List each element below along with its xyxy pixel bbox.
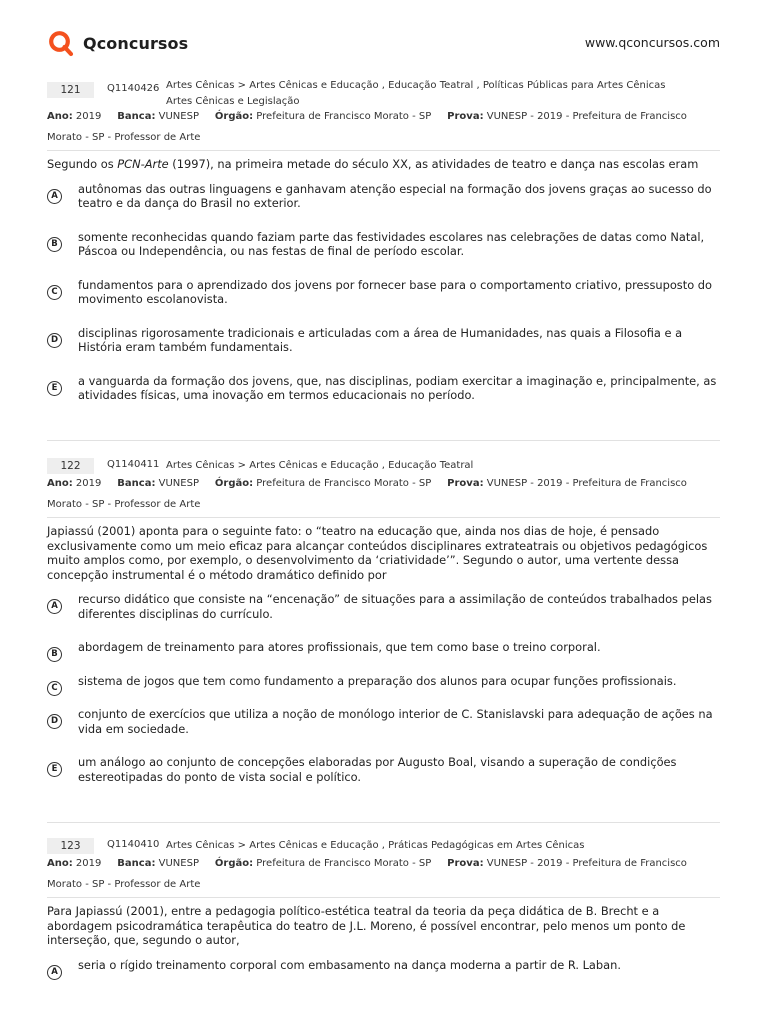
alternative-c[interactable] [47, 673, 720, 693]
alternative-text: a vanguarda da formação dos jovens, que, nas disciplinas, podiam exercitar a imaginação e, principalmente, as atividades físicas, uma inovação em termos educacionais no período. [78, 373, 717, 402]
option-circle-icon[interactable]: A [47, 599, 62, 614]
alternative-a[interactable] [47, 182, 720, 211]
alternative-text: conjunto de exercícios que utiliza a noção de monólogo interior de C. Stanislavski para adequação de ações na vida em sociedade. [78, 707, 713, 736]
page-header [0, 0, 768, 80]
question-subject-path [166, 838, 720, 854]
meta-ano: 2019 [75, 478, 102, 489]
meta-label-orgao: Órgão: [214, 858, 254, 869]
alternative-text: abordagem de treinamento para atores profissionais, que tem como base o treino corporal. [78, 640, 601, 654]
question-divider [47, 822, 720, 823]
alternative-text: recurso didático que consiste na “encenação” de situações para a assimilação de conteúdos trabalhados pelas diferentes disciplinas do currículo. [78, 592, 712, 621]
subject-path-line: Artes Cênicas > Artes Cênicas e Educação , Educação Teatral , Políticas Públicas para Artes Cênicas [166, 80, 666, 91]
question-122 [47, 456, 720, 784]
option-circle-icon[interactable]: A [47, 965, 62, 980]
option-circle-icon[interactable]: E [47, 381, 62, 396]
meta-label-prova: Prova: [447, 478, 484, 489]
question-number: 123 [47, 838, 94, 854]
alternative-e[interactable] [47, 755, 720, 784]
brand-name: Qconcursos [83, 33, 189, 53]
alternative-text: um análogo ao conjunto de concepções elaboradas por Augusto Boal, visando a superação de condições estereotipadas do ponto de vista social e político. [78, 755, 677, 784]
qconcursos-logo-icon [47, 29, 75, 57]
stem-text: (1997), na primeira metade do século XX, as atividades de teatro e dança nas escolas eram [168, 157, 699, 171]
alternative-text: somente reconhecidas quando faziam parte das festividades escolares nas celebrações de datas como Natal, Páscoa ou Independência, ou nas festas de final de período escolar. [78, 229, 705, 258]
stem-emphasis: PCN-Arte [117, 157, 169, 171]
meta-label-prova: Prova: [447, 111, 484, 122]
meta-orgao: Prefeitura de Francisco Morato - SP [256, 858, 432, 869]
question-123 [47, 836, 720, 977]
option-circle-icon[interactable]: D [47, 333, 62, 348]
subject-path-line: Artes Cênicas > Artes Cênicas e Educação , Práticas Pedagógicas em Artes Cênicas [166, 840, 585, 851]
meta-label-orgao: Órgão: [214, 478, 254, 489]
question-divider [47, 440, 720, 441]
meta-label-ano: Ano: [47, 111, 73, 122]
question-stem [47, 157, 720, 172]
alternative-a[interactable] [47, 592, 720, 621]
option-circle-icon[interactable]: C [47, 681, 62, 696]
question-subject-path [166, 458, 720, 474]
meta-label-orgao: Órgão: [214, 111, 254, 122]
meta-prova: VUNESP - 2019 - Prefeitura de Francisco Morato - SP - Professor de Arte [47, 478, 687, 510]
meta-label-banca: Banca: [117, 858, 156, 869]
alternative-text: fundamentos para o aprendizado dos jovens por fornecer base para o comportamento criativo, pressuposto do movimento escolanovista. [78, 277, 712, 306]
meta-label-banca: Banca: [117, 111, 156, 122]
alternative-d[interactable] [47, 326, 720, 355]
option-circle-icon[interactable]: C [47, 285, 62, 300]
alternative-text: disciplinas rigorosamente tradicionais e articuladas com a área de Humanidades, nas quais a Filosofia e a História eram também fundamentais. [78, 325, 683, 354]
meta-label-prova: Prova: [447, 858, 484, 869]
meta-orgao: Prefeitura de Francisco Morato - SP [256, 111, 432, 122]
alternative-e[interactable] [47, 374, 720, 403]
meta-label-banca: Banca: [117, 478, 156, 489]
site-url[interactable]: www.qconcursos.com [584, 35, 720, 50]
meta-banca: VUNESP [158, 478, 199, 489]
subject-path-line: Artes Cênicas > Artes Cênicas e Educação , Educação Teatral [166, 460, 474, 471]
meta-prova: VUNESP - 2019 - Prefeitura de Francisco Morato - SP - Professor de Arte [47, 858, 687, 890]
option-circle-icon[interactable]: E [47, 762, 62, 777]
question-id[interactable]: Q1140426 [107, 83, 160, 94]
question-stem: Para Japiassú (2001), entre a pedagogia político-estética teatral da teoria da peça didática de B. Brecht e a abordagem psicodramática terapêutica do teatro de J.L. Moreno, é possível encontrar, pelo menos um ponto de interseção, que, segundo o autor, [47, 904, 686, 947]
question-number: 121 [47, 82, 94, 98]
alternative-text: autônomas das outras linguagens e ganhavam atenção especial na formação dos jovens graças ao sucesso do teatro e da dança do Brasil no exterior. [78, 181, 712, 210]
meta-label-ano: Ano: [47, 478, 73, 489]
meta-ano: 2019 [75, 858, 102, 869]
alternative-b[interactable] [47, 640, 720, 659]
brand-logo[interactable] [47, 29, 188, 57]
question-id[interactable]: Q1140410 [107, 839, 160, 850]
meta-banca: VUNESP [158, 858, 199, 869]
alternative-d[interactable] [47, 707, 720, 736]
option-circle-icon[interactable]: D [47, 714, 62, 729]
question-subject-path [166, 78, 720, 109]
meta-orgao: Prefeitura de Francisco Morato - SP [256, 478, 432, 489]
question-number: 122 [47, 458, 94, 474]
alternative-c[interactable] [47, 278, 720, 307]
option-circle-icon[interactable]: A [47, 189, 62, 204]
alternative-text: sistema de jogos que tem como fundamento a preparação dos alunos para ocupar funções profissionais. [78, 673, 677, 688]
meta-banca: VUNESP [158, 111, 199, 122]
meta-ano: 2019 [75, 111, 102, 122]
meta-label-ano: Ano: [47, 858, 73, 869]
question-id[interactable]: Q1140411 [107, 459, 160, 470]
subject-path-line: Artes Cênicas e Legislação [166, 95, 300, 107]
alternative-text: seria o rígido treinamento corporal com embasamento na dança moderna a partir de R. Laban. [78, 957, 621, 972]
question-stem: Japiassú (2001) aponta para o seguinte fato: o “teatro na educação que, ainda nos dias de hoje, é pensado exclusivamente como um meio eficaz para alcançar conteúdos disciplinares extrateatrais ou objetivos pedagógicos muito amplos como, por exemplo, o desenvolvimento da ‘criatividade’”. Segundo o autor, uma vertente dessa concepção instrumental é o método dramático definido por [47, 524, 708, 582]
stem-text: Segundo os [47, 157, 118, 171]
option-circle-icon[interactable]: B [47, 647, 62, 662]
question-121 [47, 78, 720, 403]
option-circle-icon[interactable]: B [47, 237, 62, 252]
alternative-a[interactable] [47, 957, 720, 977]
meta-prova: VUNESP - 2019 - Prefeitura de Francisco Morato - SP - Professor de Arte [47, 111, 687, 143]
alternative-b[interactable] [47, 230, 720, 259]
